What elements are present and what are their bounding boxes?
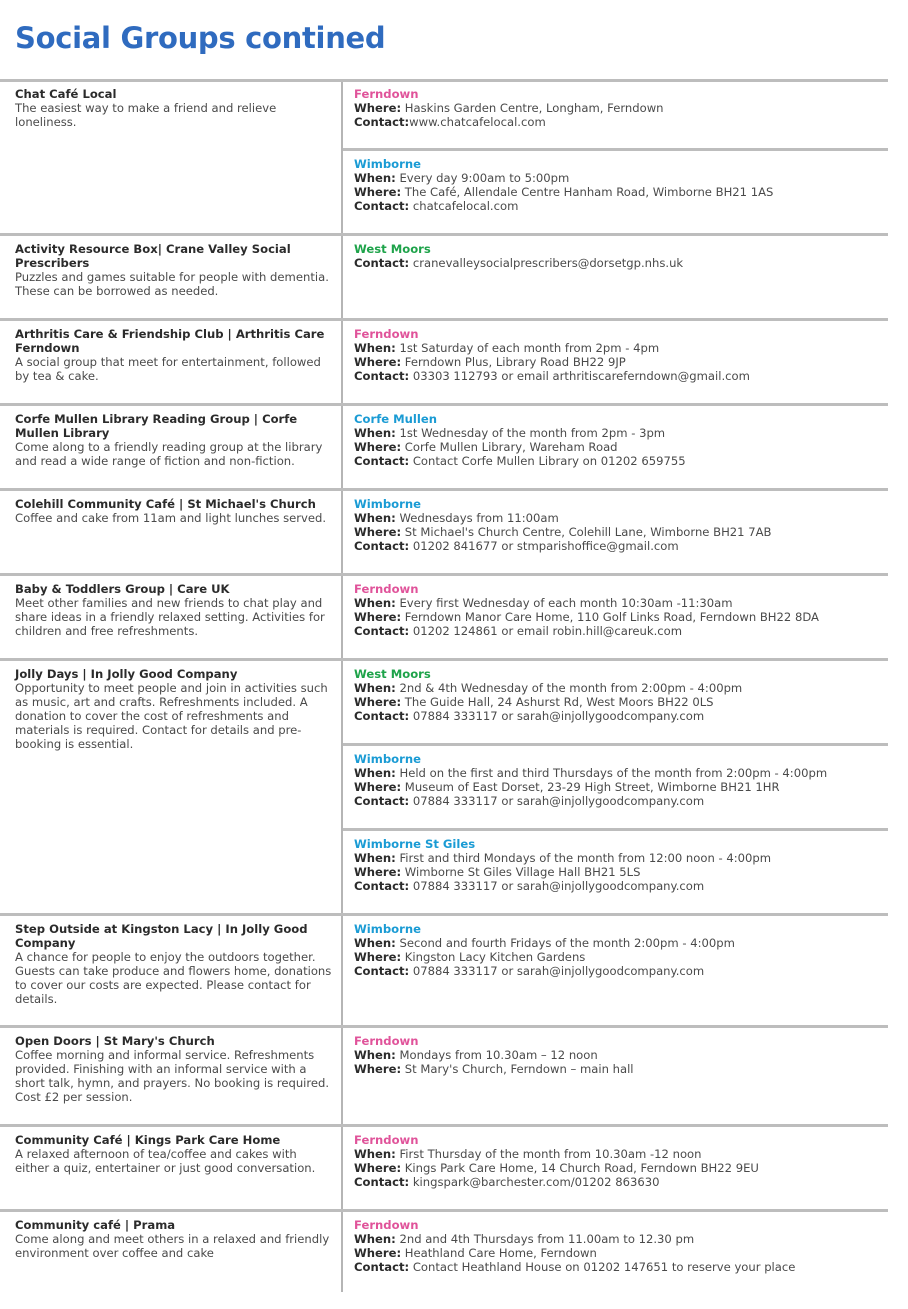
where-label: Where: <box>354 780 402 794</box>
when-row <box>354 1232 884 1246</box>
where-label: Where: <box>354 185 402 199</box>
when-value: 2nd and 4th Thursdays from 11.00am to 12.30 pm <box>395 1232 695 1246</box>
location-name: Ferndown <box>354 1133 419 1147</box>
contact-row <box>354 454 884 468</box>
location-name: Ferndown <box>354 87 419 101</box>
where-row <box>354 695 884 709</box>
when-label: When: <box>354 851 396 865</box>
location-name: Ferndown <box>354 1034 419 1048</box>
where-label: Where: <box>354 525 402 539</box>
when-row <box>354 681 884 695</box>
row-divider <box>0 658 888 661</box>
contact-label: Contact: <box>354 256 410 270</box>
location-name: Wimborne St Giles <box>354 837 476 851</box>
where-row <box>354 865 884 879</box>
row-divider <box>0 1124 888 1127</box>
contact-row <box>354 794 884 808</box>
contact-label: Contact: <box>354 199 410 213</box>
location-block <box>354 837 884 893</box>
location-divider <box>343 148 888 151</box>
where-label: Where: <box>354 865 402 879</box>
contact-row <box>354 256 884 270</box>
where-value: Kingston Lacy Kitchen Gardens <box>401 950 586 964</box>
location-divider <box>343 743 888 746</box>
where-value: Ferndown Manor Care Home, 110 Golf Links Road, Ferndown BH22 8DA <box>401 610 819 624</box>
where-value: St Michael's Church Centre, Colehill Lane, Wimborne BH21 7AB <box>401 525 772 539</box>
when-value: First and third Mondays of the month from 12:00 noon - 4:00pm <box>395 851 772 865</box>
where-row <box>354 950 884 964</box>
location-block <box>354 582 884 638</box>
when-label: When: <box>354 766 396 780</box>
contact-row <box>354 709 884 723</box>
contact-value: chatcafelocal.com <box>409 199 519 213</box>
when-row <box>354 1048 884 1062</box>
group-description: Puzzles and games suitable for people with dementia. These can be borrowed as needed. <box>15 270 329 298</box>
where-row <box>354 355 884 369</box>
row-divider <box>0 79 888 82</box>
group-name: Arthritis Care & Friendship Club | Arthritis Care Ferndown <box>15 327 325 355</box>
group-name: Activity Resource Box| Crane Valley Social Prescribers <box>15 242 291 270</box>
location-block <box>354 242 884 270</box>
group-name: Chat Café Local <box>15 87 117 101</box>
when-row <box>354 426 884 440</box>
where-row <box>354 780 884 794</box>
contact-value: 01202 841677 or stmparishoffice@gmail.com <box>409 539 679 553</box>
location-name: Corfe Mullen <box>354 412 437 426</box>
when-label: When: <box>354 936 396 950</box>
contact-label: Contact: <box>354 879 410 893</box>
where-row <box>354 101 884 115</box>
contact-value: kingspark@barchester.com/01202 863630 <box>409 1175 660 1189</box>
contact-value: Contact Corfe Mullen Library on 01202 659755 <box>409 454 686 468</box>
location-name: Ferndown <box>354 1218 419 1232</box>
contact-label: Contact: <box>354 709 410 723</box>
group-name: Corfe Mullen Library Reading Group | Corfe Mullen Library <box>15 412 298 440</box>
where-label: Where: <box>354 440 402 454</box>
contact-label: Contact: <box>354 794 410 808</box>
location-name: West Moors <box>354 667 431 681</box>
where-row <box>354 1062 884 1076</box>
contact-row <box>354 1175 884 1189</box>
location-name: Wimborne <box>354 157 421 171</box>
group-info <box>15 667 333 751</box>
where-row <box>354 440 884 454</box>
where-row <box>354 610 884 624</box>
when-row <box>354 766 884 780</box>
group-description: The easiest way to make a friend and relieve loneliness. <box>15 101 277 129</box>
where-value: St Mary's Church, Ferndown – main hall <box>401 1062 634 1076</box>
location-block <box>354 327 884 383</box>
group-name: Jolly Days | In Jolly Good Company <box>15 667 238 681</box>
row-divider <box>0 233 888 236</box>
when-row <box>354 171 884 185</box>
where-value: Museum of East Dorset, 23-29 High Street, Wimborne BH21 1HR <box>401 780 780 794</box>
where-label: Where: <box>354 101 402 115</box>
location-name: Ferndown <box>354 582 419 596</box>
when-value: Wednesdays from 11:00am <box>395 511 559 525</box>
when-value: 1st Wednesday of the month from 2pm - 3pm <box>395 426 666 440</box>
where-label: Where: <box>354 1246 402 1260</box>
location-block <box>354 667 884 723</box>
contact-value: Contact Heathland House on 01202 147651 to reserve your place <box>409 1260 796 1274</box>
row-divider <box>0 403 888 406</box>
group-description: Meet other families and new friends to chat play and share ideas in a friendly relaxed setting. Activities for children and free refreshments. <box>15 596 325 638</box>
where-value: Kings Park Care Home, 14 Church Road, Ferndown BH22 9EU <box>401 1161 759 1175</box>
row-divider <box>0 1025 888 1028</box>
location-block <box>354 1218 884 1274</box>
contact-row <box>354 539 884 553</box>
location-block <box>354 1034 884 1076</box>
group-description: Coffee and cake from 11am and light lunches served. <box>15 511 327 525</box>
location-name: Wimborne <box>354 497 421 511</box>
group-info <box>15 922 333 1006</box>
when-row <box>354 936 884 950</box>
group-name: Community café | Prama <box>15 1218 176 1232</box>
contact-value: 03303 112793 or email arthritiscareferndown@gmail.com <box>409 369 750 383</box>
where-value: Ferndown Plus, Library Road BH22 9JP <box>401 355 626 369</box>
location-block <box>354 922 884 978</box>
contact-label: Contact: <box>354 624 410 638</box>
when-label: When: <box>354 171 396 185</box>
where-row <box>354 185 884 199</box>
row-divider <box>0 1209 888 1212</box>
when-label: When: <box>354 1048 396 1062</box>
column-divider <box>341 80 343 1292</box>
group-info <box>15 1034 333 1104</box>
contact-label: Contact: <box>354 1175 410 1189</box>
where-value: Wimborne St Giles Village Hall BH21 5LS <box>401 865 641 879</box>
location-name: Wimborne <box>354 752 421 766</box>
when-label: When: <box>354 681 396 695</box>
when-label: When: <box>354 1147 396 1161</box>
when-row <box>354 341 884 355</box>
group-name: Step Outside at Kingston Lacy | In Jolly Good Company <box>15 922 308 950</box>
group-name: Baby & Toddlers Group | Care UK <box>15 582 230 596</box>
location-block <box>354 412 884 468</box>
contact-value: 07884 333117 or sarah@injollygoodcompany.com <box>409 709 705 723</box>
when-value: Held on the first and third Thursdays of the month from 2:00pm - 4:00pm <box>395 766 828 780</box>
group-info <box>15 412 333 468</box>
row-divider <box>0 913 888 916</box>
group-info <box>15 327 333 383</box>
location-block <box>354 157 884 213</box>
when-label: When: <box>354 341 396 355</box>
group-description: Come along and meet others in a relaxed and friendly environment over coffee and cake <box>15 1232 330 1260</box>
when-row <box>354 851 884 865</box>
contact-value: 07884 333117 or sarah@injollygoodcompany.com <box>409 964 705 978</box>
group-info <box>15 87 333 129</box>
row-divider <box>0 488 888 491</box>
where-label: Where: <box>354 355 402 369</box>
when-label: When: <box>354 511 396 525</box>
row-divider <box>0 318 888 321</box>
group-name: Colehill Community Café | St Michael's Church <box>15 497 316 511</box>
where-label: Where: <box>354 695 402 709</box>
contact-label: Contact: <box>354 454 410 468</box>
where-label: Where: <box>354 950 402 964</box>
location-divider <box>343 828 888 831</box>
when-value: Every day 9:00am to 5:00pm <box>395 171 570 185</box>
group-description: Come along to a friendly reading group at the library and read a wide range of fiction and non-fiction. <box>15 440 323 468</box>
where-value: Haskins Garden Centre, Longham, Ferndown <box>401 101 664 115</box>
when-value: Mondays from 10.30am – 12 noon <box>395 1048 598 1062</box>
contact-row <box>354 369 884 383</box>
contact-value: www.chatcafelocal.com <box>409 115 546 129</box>
group-name: Open Doors | St Mary's Church <box>15 1034 215 1048</box>
location-name: Ferndown <box>354 327 419 341</box>
where-value: Heathland Care Home, Ferndown <box>401 1246 597 1260</box>
where-label: Where: <box>354 610 402 624</box>
page-title: Social Groups contined <box>15 21 386 55</box>
contact-label: Contact: <box>354 539 410 553</box>
contact-row <box>354 624 884 638</box>
where-row <box>354 525 884 539</box>
where-label: Where: <box>354 1062 402 1076</box>
where-value: The Guide Hall, 24 Ashurst Rd, West Moors BH22 0LS <box>401 695 714 709</box>
group-name: Community Café | Kings Park Care Home <box>15 1133 281 1147</box>
when-row <box>354 1147 884 1161</box>
where-row <box>354 1161 884 1175</box>
row-divider <box>0 573 888 576</box>
group-description: Opportunity to meet people and join in activities such as music, art and crafts. Refreshments included. A donation to cover the cost of refreshments and materials is required. Contact for details and pre-booking is essential. <box>15 681 328 751</box>
where-value: The Café, Allendale Centre Hanham Road, Wimborne BH21 1AS <box>401 185 774 199</box>
when-row <box>354 596 884 610</box>
contact-row <box>354 879 884 893</box>
contact-value: 07884 333117 or sarah@injollygoodcompany.com <box>409 794 705 808</box>
when-value: 1st Saturday of each month from 2pm - 4pm <box>395 341 660 355</box>
group-info <box>15 242 333 298</box>
when-label: When: <box>354 426 396 440</box>
where-value: Corfe Mullen Library, Wareham Road <box>401 440 618 454</box>
contact-row <box>354 115 884 129</box>
location-block <box>354 1133 884 1189</box>
contact-value: 07884 333117 or sarah@injollygoodcompany.com <box>409 879 705 893</box>
location-block <box>354 87 884 129</box>
contact-label: Contact: <box>354 1260 410 1274</box>
group-description: A relaxed afternoon of tea/coffee and cakes with either a quiz, entertainer or just good conversation. <box>15 1147 316 1175</box>
group-info <box>15 497 333 525</box>
location-block <box>354 497 884 553</box>
location-block <box>354 752 884 808</box>
contact-row <box>354 964 884 978</box>
contact-row <box>354 199 884 213</box>
contact-value: 01202 124861 or email robin.hill@careuk.com <box>409 624 683 638</box>
where-row <box>354 1246 884 1260</box>
group-info <box>15 582 333 638</box>
group-description: A social group that meet for entertainment, followed by tea & cake. <box>15 355 321 383</box>
group-description: Coffee morning and informal service. Refreshments provided. Finishing with an informal service with a short talk, hymn, and prayers. No booking is required. Cost £2 per session. <box>15 1048 330 1104</box>
when-row <box>354 511 884 525</box>
when-value: Second and fourth Fridays of the month 2:00pm - 4:00pm <box>395 936 735 950</box>
group-info <box>15 1218 333 1260</box>
contact-label: Contact: <box>354 369 410 383</box>
group-description: A chance for people to enjoy the outdoors together. Guests can take produce and flowers home, donations to cover our costs are expected. Please contact for details. <box>15 950 332 1006</box>
when-value: 2nd & 4th Wednesday of the month from 2:00pm - 4:00pm <box>395 681 743 695</box>
contact-label: Contact: <box>354 964 410 978</box>
location-name: West Moors <box>354 242 431 256</box>
where-label: Where: <box>354 1161 402 1175</box>
contact-label: Contact: <box>354 115 410 129</box>
location-name: Wimborne <box>354 922 421 936</box>
when-label: When: <box>354 596 396 610</box>
when-value: Every first Wednesday of each month 10:30am -11:30am <box>395 596 733 610</box>
when-label: When: <box>354 1232 396 1246</box>
when-value: First Thursday of the month from 10.30am -12 noon <box>395 1147 702 1161</box>
group-info <box>15 1133 333 1175</box>
contact-value: cranevalleysocialprescribers@dorsetgp.nhs.uk <box>409 256 684 270</box>
contact-row <box>354 1260 884 1274</box>
